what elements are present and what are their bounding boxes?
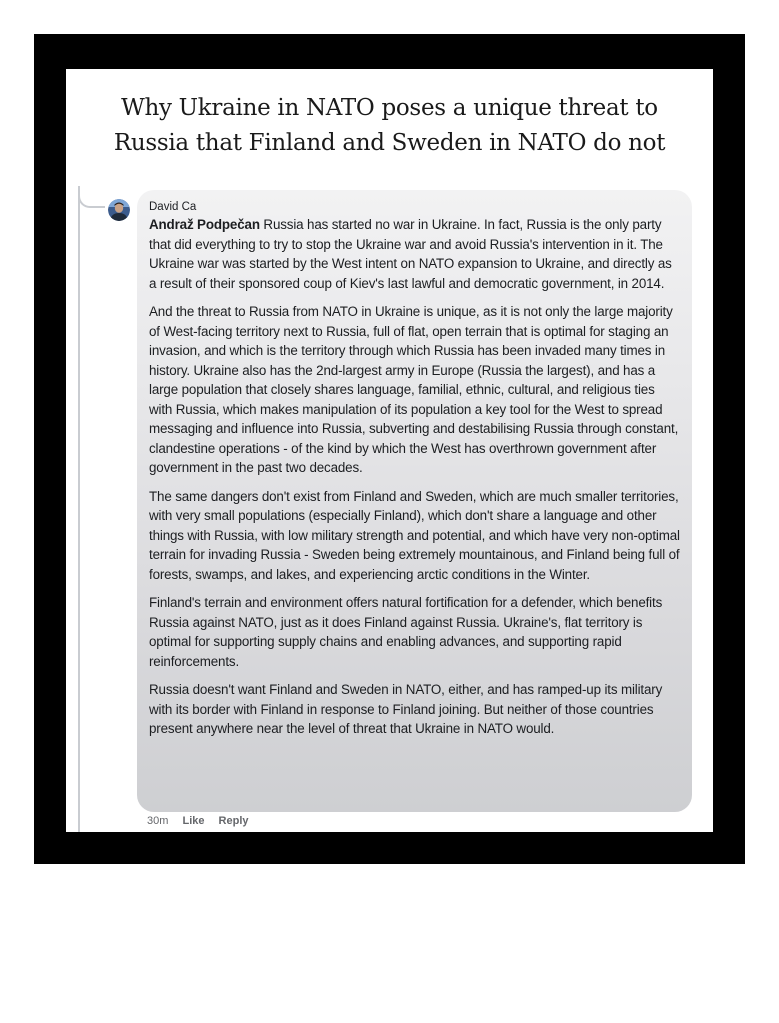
thread-line bbox=[78, 186, 80, 832]
comment-paragraph-4: Finland's terrain and environment offers natural fortification for a defender, which benefits Russia against NATO, just as it does Finland against Russia. Ukraine's, flat territory is optimal for supporting supply chains and enabling advances, and supporting rapid reinforcements. bbox=[149, 595, 663, 669]
comment-paragraph-2: And the threat to Russia from NATO in Ukraine is unique, as it is not only the large majority of West-facing territory next to Russia, full of flat, open terrain that is optimal for staging an invasion, and which is the territory through which Russia has been invaded many times in history. Ukraine also has the 2nd-largest army in Europe (Russia the largest), and has a large population that closely shares language, familial, ethnic, cultural, and religious ties with Russia, which makes manipulation of its population a key tool for the West to spread messaging and influence into Russia, subverting and destabilising Russia through constant, clandestine operations - of the kind by which the West has overthrown government after government in the past two decades. bbox=[149, 304, 679, 475]
comment-paragraph-1-text: Russia has started no war in Ukraine. In fact, Russia is the only party that did everything to try to stop the Ukraine war and avoid Russia's intervention in it. The Ukraine war was started by the West intent on NATO expansion to Ukraine, and directly as a result of their sponsored coup of Kiev's last lawful and democratic government, in 2014. bbox=[149, 217, 672, 291]
user-avatar-icon bbox=[108, 199, 130, 221]
title-line-1: Why Ukraine in NATO poses a unique threat to bbox=[121, 95, 658, 121]
avatar[interactable] bbox=[108, 199, 130, 221]
reply-button[interactable]: Reply bbox=[218, 815, 249, 827]
like-button[interactable]: Like bbox=[182, 815, 205, 827]
comment-paragraph-5: Russia doesn't want Finland and Sweden in NATO, either, and has ramped-up its military with its border with Finland in response to Finland joining. But neither of those countries present anywhere near the level of threat that Ukraine in NATO would. bbox=[149, 682, 663, 736]
comment-actions bbox=[147, 815, 260, 827]
title-line-2: Russia that Finland and Sweden in NATO do not bbox=[113, 130, 666, 156]
comment-bubble bbox=[137, 190, 692, 812]
page-title bbox=[66, 91, 713, 161]
comment-timestamp[interactable]: 30m bbox=[147, 815, 169, 827]
comment-author[interactable]: David Ca bbox=[149, 201, 197, 213]
thread-connector bbox=[78, 186, 105, 208]
screenshot-panel bbox=[66, 69, 713, 832]
mention-link[interactable]: Andraž Podpečan bbox=[149, 217, 260, 232]
comment-paragraph-1 bbox=[149, 215, 680, 293]
comment-paragraph-3: The same dangers don't exist from Finland and Sweden, which are much smaller territories, with very small populations (especially Finland), which don't share a language and other things with Russia, with low military strength and potential, and which have very non-optimal terrain for invading Russia - Sweden being extremely mountainous, and Finland being full of forests, swamps, and lakes, and experiencing arctic conditions in the Winter. bbox=[149, 488, 680, 582]
